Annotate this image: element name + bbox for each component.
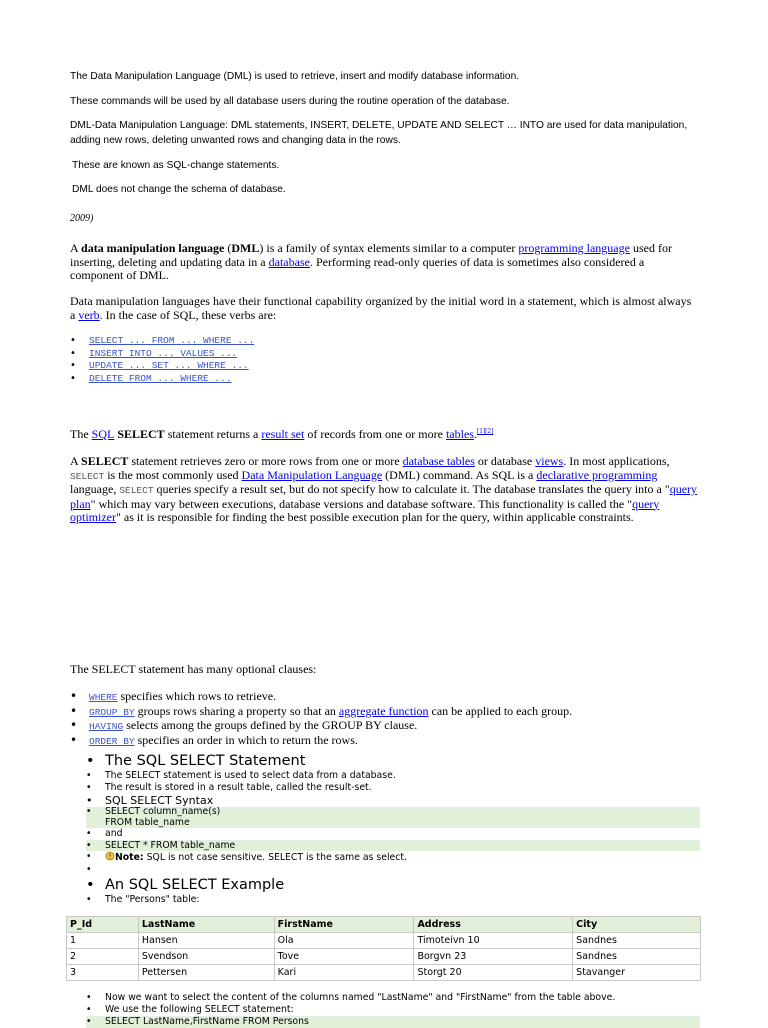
bold-term: SELECT — [81, 454, 129, 468]
text-run: ) is a family of syntax elements similar to a computer — [259, 241, 519, 255]
list-item — [86, 828, 700, 840]
clauses-list — [70, 690, 700, 749]
text-run: ( — [224, 241, 232, 255]
intro-paragraph-5: DML does not change the schema of database. — [72, 184, 286, 195]
inline-code: SELECT — [119, 485, 154, 496]
text-run: Data manipulation languages have their functional capability organized by the initial word in a statement, which is almost always a — [70, 294, 692, 322]
link-query-optimizer[interactable]: query optimizer — [70, 496, 660, 524]
table-cell: Kari — [274, 965, 414, 981]
table-cell: Sandnes — [573, 949, 701, 965]
table-cell: Storgt 20 — [414, 965, 573, 981]
link-database[interactable]: database — [268, 254, 310, 269]
select-summary-paragraph — [70, 428, 698, 442]
select-detail-paragraph — [70, 455, 700, 525]
text-run: (DML) command. As SQL is a — [382, 467, 537, 482]
column-header: P_Id — [67, 917, 139, 933]
text-run: . In the case of SQL, these verbs are: — [99, 307, 277, 322]
table-cell: Tove — [274, 949, 414, 965]
bold-term: SELECT — [114, 427, 165, 441]
code-line: SELECT * FROM table_name — [105, 840, 236, 851]
column-header: City — [573, 917, 701, 933]
link-order-by-clause[interactable]: ORDER BY — [89, 736, 135, 748]
table-cell: 2 — [67, 949, 139, 965]
intro-paragraph-1: The Data Manipulation Language (DML) is used to retrieve, insert and modify database information. — [70, 71, 520, 82]
table-cell: Hansen — [138, 933, 274, 949]
text-run: A — [70, 454, 82, 468]
text-run: . In most applications, — [563, 454, 670, 468]
text-run: The "Persons" table: — [105, 894, 200, 905]
table-cell: Stavanger — [573, 965, 701, 981]
column-header: FirstName — [274, 917, 414, 933]
intro-paragraph-2: These commands will be used by all database users during the routine operation of the database. — [70, 96, 510, 107]
text-run: Now we want to select the content of the columns named "LastName" and "FirstName" from the table above. — [105, 992, 616, 1003]
reference-links[interactable]: [1][2] — [476, 427, 494, 435]
dml-definition-paragraph — [70, 242, 698, 283]
intro-paragraph-4: These are known as SQL-change statements. — [72, 160, 280, 171]
list-item — [70, 335, 470, 348]
link-database-tables[interactable]: database tables — [402, 454, 475, 468]
link-dml[interactable]: Data Manipulation Language — [241, 467, 383, 482]
text-run: specifies an order in which to return the rows. — [134, 733, 358, 748]
text-run: A — [70, 241, 82, 255]
list-item — [86, 864, 700, 876]
list-item — [70, 690, 700, 705]
clauses-heading: The SELECT statement has many optional clauses: — [70, 662, 317, 676]
text-run: . Performing read-only queries of data is sometimes also considered a component of DML. — [70, 254, 645, 282]
link-result-set[interactable]: result set — [261, 427, 305, 441]
list-item — [70, 360, 470, 373]
note-icon — [105, 851, 115, 861]
note-label: Note: — [115, 852, 144, 863]
link-query-plan[interactable]: query plan — [70, 482, 698, 511]
text-run: specifies which rows to retrieve. — [117, 689, 277, 703]
text-run: We use the following SELECT statement: — [105, 1004, 294, 1015]
link-declarative-programming[interactable]: declarative programming — [536, 467, 658, 482]
list-item — [86, 894, 700, 906]
link-tables[interactable]: tables — [445, 427, 474, 441]
text-run: " as it is responsible for finding the best possible execution plan for the query, within applicable constraints. — [115, 510, 634, 524]
text-run: statement returns a — [164, 427, 262, 441]
text-run: statement retrieves zero or more rows from one or more — [128, 454, 403, 468]
link-views[interactable]: views — [535, 454, 564, 468]
code-line: SELECT LastName,FirstName FROM Persons — [105, 1016, 309, 1027]
text-run: used for inserting, deleting and updating data in a — [70, 241, 672, 269]
text-run: . — [473, 427, 477, 441]
list-item — [86, 992, 700, 1004]
text-run: " which may vary between executions, database versions and database software. This functionality is called the " — [90, 496, 633, 511]
text-run: and — [105, 828, 123, 839]
section-heading-select-statement: The SQL SELECT Statement — [105, 753, 306, 769]
persons-table — [66, 916, 701, 981]
table-cell: 1 — [67, 933, 139, 949]
link-having-clause[interactable]: HAVING — [89, 721, 124, 733]
text-run: The SELECT statement is used to select data from a database. — [105, 770, 396, 781]
link-verb[interactable]: verb — [78, 307, 100, 322]
list-item — [70, 719, 700, 734]
list-item — [86, 851, 700, 864]
syntax-heading: SQL SELECT Syntax — [105, 794, 214, 807]
text-run: groups rows sharing a property so that an — [134, 703, 339, 718]
code-block-1 — [86, 807, 700, 828]
list-item — [86, 752, 700, 770]
w3-section-list — [86, 752, 700, 906]
table-row — [67, 949, 701, 965]
table-row — [67, 965, 701, 981]
table-cell: Timoteivn 10 — [414, 933, 573, 949]
code-block-3 — [86, 1016, 700, 1028]
text-run: is the most commonly used — [104, 467, 242, 482]
code-line: SELECT column_name(s) — [105, 806, 221, 817]
code-block-2 — [86, 840, 700, 851]
text-run: The — [70, 427, 92, 441]
list-item — [86, 782, 700, 794]
link-where-clause[interactable]: WHERE — [89, 692, 118, 703]
list-item — [86, 876, 700, 894]
section-heading-select-example: An SQL SELECT Example — [105, 877, 285, 893]
list-item — [86, 1004, 700, 1016]
table-cell: Ola — [274, 933, 414, 949]
column-header: LastName — [138, 917, 274, 933]
text-run: language, — [70, 482, 120, 496]
column-header: Address — [414, 917, 573, 933]
text-run: The result is stored in a result table, called the result-set. — [105, 782, 372, 793]
bold-term: data manipulation language — [81, 241, 225, 255]
inline-code: SELECT — [70, 470, 105, 482]
table-cell: 3 — [67, 965, 139, 981]
table-cell: Borgvn 23 — [414, 949, 573, 965]
code-line: FROM table_name — [105, 816, 190, 828]
list-item — [70, 373, 470, 386]
list-item — [86, 770, 700, 782]
link-sql[interactable]: SQL — [91, 427, 115, 441]
text-run: or database — [474, 454, 536, 468]
table-row — [67, 933, 701, 949]
w3-after-table-list — [86, 992, 700, 1028]
table-header-row — [67, 917, 701, 933]
note-text: SQL is not case sensitive. SELECT is the same as select. — [143, 852, 407, 863]
list-item — [70, 734, 700, 749]
text-run: queries specify a result set, but do not specify how to calculate it. The database translates the query into a " — [153, 482, 670, 496]
link-aggregate-function[interactable]: aggregate function — [338, 703, 429, 718]
text-run: of records from one or more — [304, 427, 446, 441]
table-cell: Pettersen — [138, 965, 274, 981]
list-item — [70, 705, 700, 720]
link-programming-language[interactable]: programming language — [518, 241, 630, 255]
text-run: selects among the groups defined by the GROUP BY clause. — [123, 718, 418, 733]
table-cell: Svendson — [138, 949, 274, 965]
verbs-intro-paragraph — [70, 295, 698, 322]
bold-term: DML — [231, 241, 260, 255]
intro-paragraph-3: DML-Data Manipulation Language: DML statements, INSERT, DELETE, UPDATE AND SELECT … INTO are used for data manipulation, adding new rows, deleting unwanted rows and changing data in the rows. — [70, 120, 688, 146]
link-delete-verb[interactable]: DELETE FROM ... WHERE ... — [89, 373, 232, 385]
list-item — [70, 348, 470, 361]
verbs-list — [70, 335, 470, 386]
text-run: can be applied to each group. — [428, 703, 573, 718]
link-update-verb[interactable]: UPDATE ... SET ... WHERE ... — [89, 360, 249, 372]
table-cell: Sandnes — [573, 933, 701, 949]
link-group-by-clause[interactable]: GROUP BY — [89, 706, 135, 718]
link-insert-verb[interactable]: INSERT INTO ... VALUES ... — [89, 347, 238, 359]
link-select-verb[interactable]: SELECT ... FROM ... WHERE ... — [89, 335, 255, 346]
year-fragment: 2009) — [70, 213, 94, 224]
